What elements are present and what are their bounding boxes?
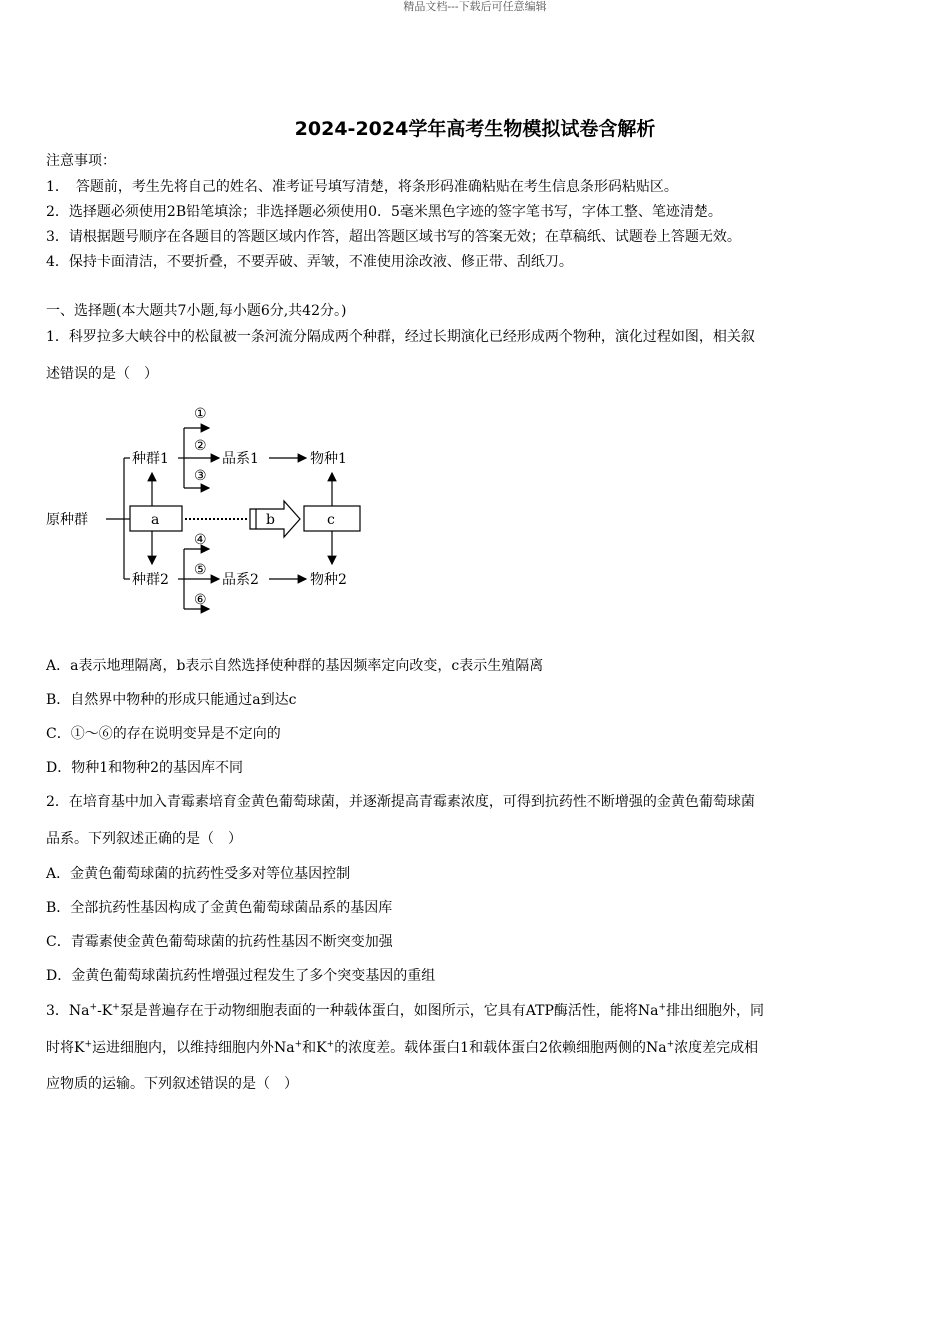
q2-option-b: B．全部抗药性基因构成了金黄色葡萄球菌品系的基因库 xyxy=(46,900,393,916)
label-box-b: b xyxy=(266,512,275,528)
q3-text: 时将K xyxy=(46,1040,85,1056)
label-variant-5: ⑤ xyxy=(194,562,207,578)
label-box-a: a xyxy=(151,512,160,528)
section-heading: 一、选择题(本大题共7小题,每小题6分,共42分。) xyxy=(46,303,347,319)
q1-option-d: D．物种1和物种2的基因库不同 xyxy=(46,760,244,776)
superscript: + xyxy=(666,1039,675,1050)
label-population-1: 种群1 xyxy=(132,451,169,467)
document-title: 2024-2024学年高考生物模拟试卷含解析 xyxy=(294,118,656,140)
label-box-c: c xyxy=(327,512,335,528)
superscript: + xyxy=(84,1039,93,1050)
page-header-watermark: 精品文档---下载后可任意编辑 xyxy=(403,0,547,13)
q3-text: 泵是普遍存在于动物细胞表面的一种载体蛋白，如图所示，它具有ATP酶活性，能将Na xyxy=(119,1003,659,1019)
notice-item: 4．保持卡面清洁，不要折叠，不要弄破、弄皱，不准使用涂改液、修正带、刮纸刀。 xyxy=(46,254,573,270)
label-species-2: 物种2 xyxy=(310,572,347,588)
notice-item: 3．请根据题号顺序在各题目的答题区域内作答，超出答题区域书写的答案无效；在草稿纸、试题卷上答题无效。 xyxy=(46,229,741,245)
q2-option-d: D．金黄色葡萄球菌抗药性增强过程发生了多个突变基因的重组 xyxy=(46,968,436,984)
label-variant-1: ① xyxy=(194,406,207,422)
q1-option-c: C．①～⑥的存在说明变异是不定向的 xyxy=(46,726,281,742)
q2-option-c: C．青霉素使金黄色葡萄球菌的抗药性基因不断突变加强 xyxy=(46,934,393,950)
label-variant-3: ③ xyxy=(194,468,207,484)
q1-option-a: A．a表示地理隔离，b表示自然选择使种群的基因频率定向改变，c表示生殖隔离 xyxy=(46,658,544,674)
q3-text: 排出细胞外，同 xyxy=(666,1003,765,1019)
q2-stem: 2．在培育基中加入青霉素培育金黄色葡萄球菌，并逐渐提高青霉素浓度，可得到抗药性不断增强的金黄色葡萄球菌 xyxy=(46,794,755,810)
label-variant-4: ④ xyxy=(194,532,207,548)
label-variant-2: ② xyxy=(194,438,207,454)
q3-text: 浓度差完成相 xyxy=(674,1040,759,1056)
notice-item: 2．选择题必须使用2B铅笔填涂；非选择题必须使用0．5毫米黑色字迹的签字笔书写，字体工整、笔迹清楚。 xyxy=(46,204,722,220)
superscript: + xyxy=(89,1002,98,1013)
label-strain-2: 品系2 xyxy=(222,572,259,588)
superscript: + xyxy=(112,1002,120,1013)
q3-stem xyxy=(46,1002,764,1020)
q3-stem xyxy=(46,1039,758,1057)
label-species-1: 物种1 xyxy=(310,451,347,467)
superscript: + xyxy=(658,1002,667,1013)
label-population-2: 种群2 xyxy=(132,572,169,588)
q3-text: 的浓度差。载体蛋白1和载体蛋白2依赖细胞两侧的Na xyxy=(334,1040,667,1056)
q2-option-a: A．金黄色葡萄球菌的抗药性受多对等位基因控制 xyxy=(46,866,351,882)
q1-option-b: B．自然界中物种的形成只能通过a到达c xyxy=(46,692,297,708)
superscript: + xyxy=(326,1039,335,1050)
speciation-diagram xyxy=(44,398,374,618)
label-origin-population: 原种群 xyxy=(46,512,88,528)
q3-stem: 应物质的运输。下列叙述错误的是（ ） xyxy=(46,1076,298,1092)
q3-text: -K xyxy=(97,1003,113,1019)
superscript: + xyxy=(294,1039,303,1050)
q1-stem: 1．科罗拉多大峡谷中的松鼠被一条河流分隔成两个种群，经过长期演化已经形成两个物种，演化过程如图，相关叙 xyxy=(46,329,755,345)
label-strain-1: 品系1 xyxy=(222,451,259,467)
notice-heading: 注意事项： xyxy=(46,153,116,169)
label-variant-6: ⑥ xyxy=(194,592,207,608)
q3-text: 和K xyxy=(302,1040,327,1056)
q3-text: 3．Na xyxy=(46,1003,90,1019)
q2-stem: 品系。下列叙述正确的是（ ） xyxy=(46,831,242,847)
notice-item: 1． 答题前，考生先将自己的姓名、准考证号填写清楚，将条形码准确粘贴在考生信息条形码粘贴区。 xyxy=(46,179,678,195)
q3-text: 运进细胞内，以维持细胞内外Na xyxy=(92,1040,295,1056)
q1-stem: 述错误的是（ ） xyxy=(46,366,158,382)
